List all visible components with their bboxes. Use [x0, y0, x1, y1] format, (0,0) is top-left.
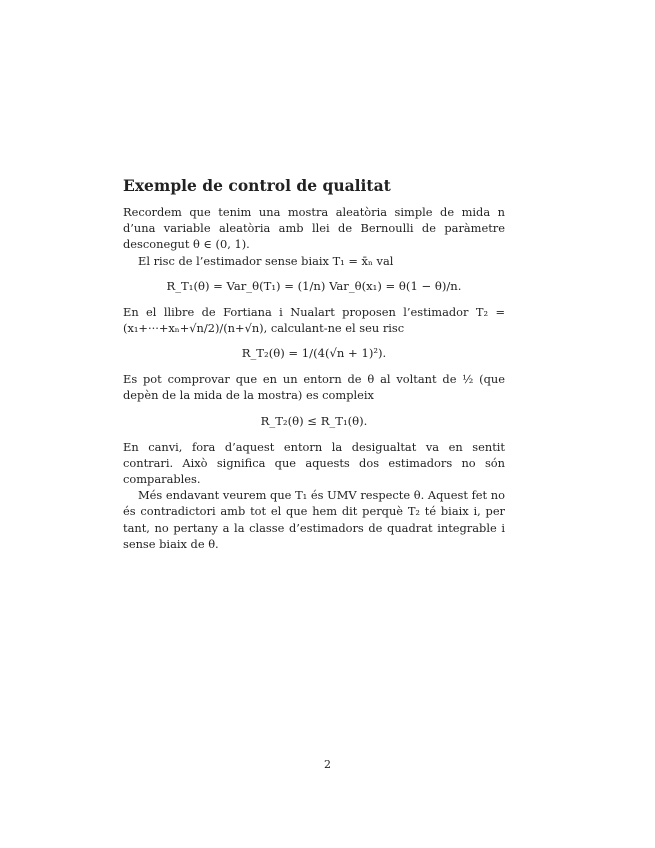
- paragraph-1: Recordem que tenim una mostra aleatòria simple de mida n d’una variable aleatòria amb llei de Bernoulli de paràmetre desconegut θ ∈ (0, 1).: [123, 205, 505, 252]
- equation-1: R_T₁(θ) = Var_θ(T₁) = (1/n) Var_θ(x₁) = θ(1 − θ)/n.: [166, 278, 462, 293]
- page-body: [123, 176, 505, 552]
- paragraph-4: Es pot comprovar que en un entorn de θ al voltant de ½ (que depèn de la mida de la mostra) es compleix: [123, 372, 505, 403]
- equation-2: R_T₂(θ) = 1/(4(√n + 1)²).: [241, 346, 387, 361]
- paragraph-2: El risc de l’estimador sense biaix T₁ = x̄ₙ val: [138, 253, 394, 268]
- paragraph-3: En el llibre de Fortiana i Nualart proposen l’estimador T₂ = (x₁+···+xₙ+√n/2)/(n+√n), calculant-ne el seu risc: [123, 304, 505, 336]
- page-number: 2: [324, 758, 331, 771]
- paragraph-6: Més endavant veurem que T₁ és UMV respecte θ. Aquest fet no és contradictori amb tot el que hem dit perquè T₂ té biaix i, per tant, no pertany a la classe d’estimadors de quadrat integrable i sense biaix de θ.: [123, 488, 505, 551]
- section-title: Exemple de control de qualitat: [123, 176, 391, 195]
- equation-3: R_T₂(θ) ≤ R_T₁(θ).: [260, 413, 368, 428]
- paragraph-5: En canvi, fora d’aquest entorn la desigualtat va en sentit contrari. Això significa que aquests dos estimadors no són comparables.: [123, 439, 505, 487]
